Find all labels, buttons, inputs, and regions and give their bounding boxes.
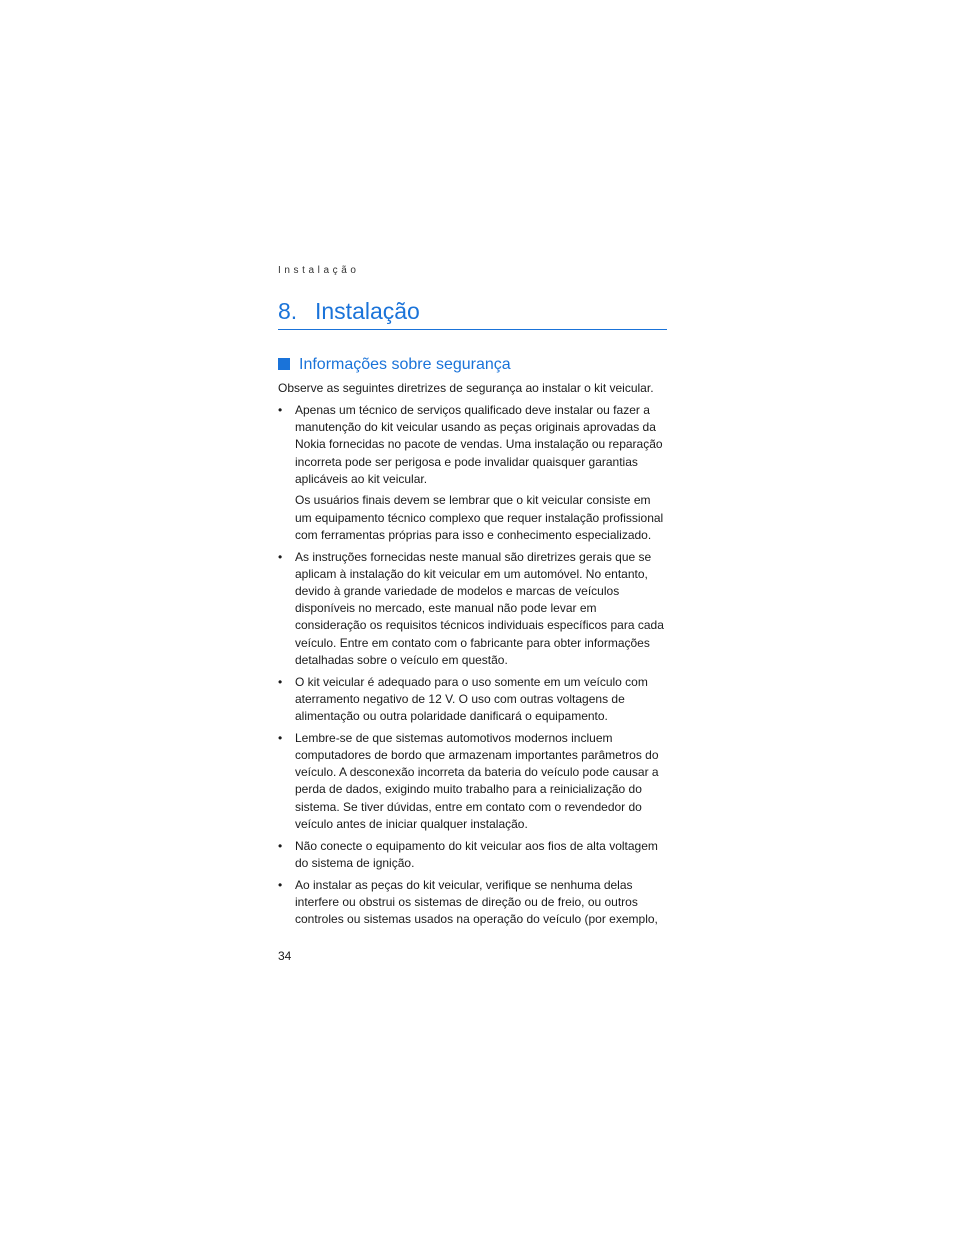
list-item-text: Apenas um técnico de serviços qualificado deve instalar ou fazer a manutenção do kit veicular usando as peças originais aprovadas da Nokia fornecidas no pacote de vendas. Uma instalação ou reparação incorreta pode ser perigosa e pode invalidar quaisquer garantias aplicáveis ao kit veicular. bbox=[295, 403, 663, 486]
list-item bbox=[278, 838, 667, 872]
bullet-icon: • bbox=[278, 549, 283, 564]
bullet-icon: • bbox=[278, 674, 283, 689]
bullet-icon: • bbox=[278, 838, 283, 853]
bullet-icon: • bbox=[278, 403, 283, 417]
list-item-text: Lembre-se de que sistemas automotivos modernos incluem computadores de bordo que armazenam importantes parâmetros do veículo. A desconexão incorreta da bateria do veículo pode causar a perda de dados, exigindo muito trabalho para a reinicialização do sistema. Se tiver dúvidas, entre em contato com o revendedor do veículo antes de iniciar qualquer instalação. bbox=[295, 730, 659, 831]
chapter-number: 8. bbox=[278, 298, 298, 324]
section-square-icon bbox=[278, 358, 290, 370]
list-item bbox=[278, 674, 667, 726]
list-item-text: As instruções fornecidas neste manual são diretrizes gerais que se aplicam à instalação do kit veicular em um automóvel. No entanto, devido à grande variedade de modelos e marcas de veículos disponíveis no mercado, este manual não pode levar em consideração os requisitos técnicos individuais específicos para cada veículo. Entre em contato com o fabricante para obter informações detalhadas sobre o veículo em questão. bbox=[295, 549, 664, 667]
list-item-text: O kit veicular é adequado para o uso somente em um veículo com aterramento negativo de 12 V. O uso com outras voltagens de alimentação ou outra polaridade danificará o equipamento. bbox=[295, 674, 648, 724]
running-header: Instalação bbox=[278, 265, 360, 276]
bullet-icon: • bbox=[278, 730, 283, 745]
bullet-icon: • bbox=[278, 877, 283, 892]
list-item bbox=[278, 402, 667, 544]
list-item-extra-text: Os usuários finais devem se lembrar que o kit veicular consiste em um equipamento técnico complexo que requer instalação profissional com ferramentas próprias para isso e conhecimento especializado. bbox=[295, 493, 664, 542]
list-item bbox=[278, 877, 667, 929]
list-item bbox=[278, 549, 667, 669]
list-item bbox=[278, 730, 667, 833]
list-item-text: Ao instalar as peças do kit veicular, verifique se nenhuma delas interfere ou obstrui os sistemas de direção ou de freio, ou outros controles ou sistemas usados na operação do veículo (por exemplo, bbox=[295, 877, 658, 927]
chapter-title-text: Instalação bbox=[315, 298, 420, 324]
list-item-text: Não conecte o equipamento do kit veicular aos fios de alta voltagem do sistema de ignição. bbox=[295, 838, 658, 870]
intro-paragraph: Observe as seguintes diretrizes de segurança ao instalar o kit veicular. bbox=[278, 381, 654, 395]
section-title bbox=[278, 354, 511, 376]
chapter-title bbox=[278, 296, 667, 330]
page-number: 34 bbox=[278, 949, 292, 963]
section-title-text: Informações sobre segurança bbox=[299, 356, 511, 373]
bullet-list bbox=[278, 402, 667, 933]
